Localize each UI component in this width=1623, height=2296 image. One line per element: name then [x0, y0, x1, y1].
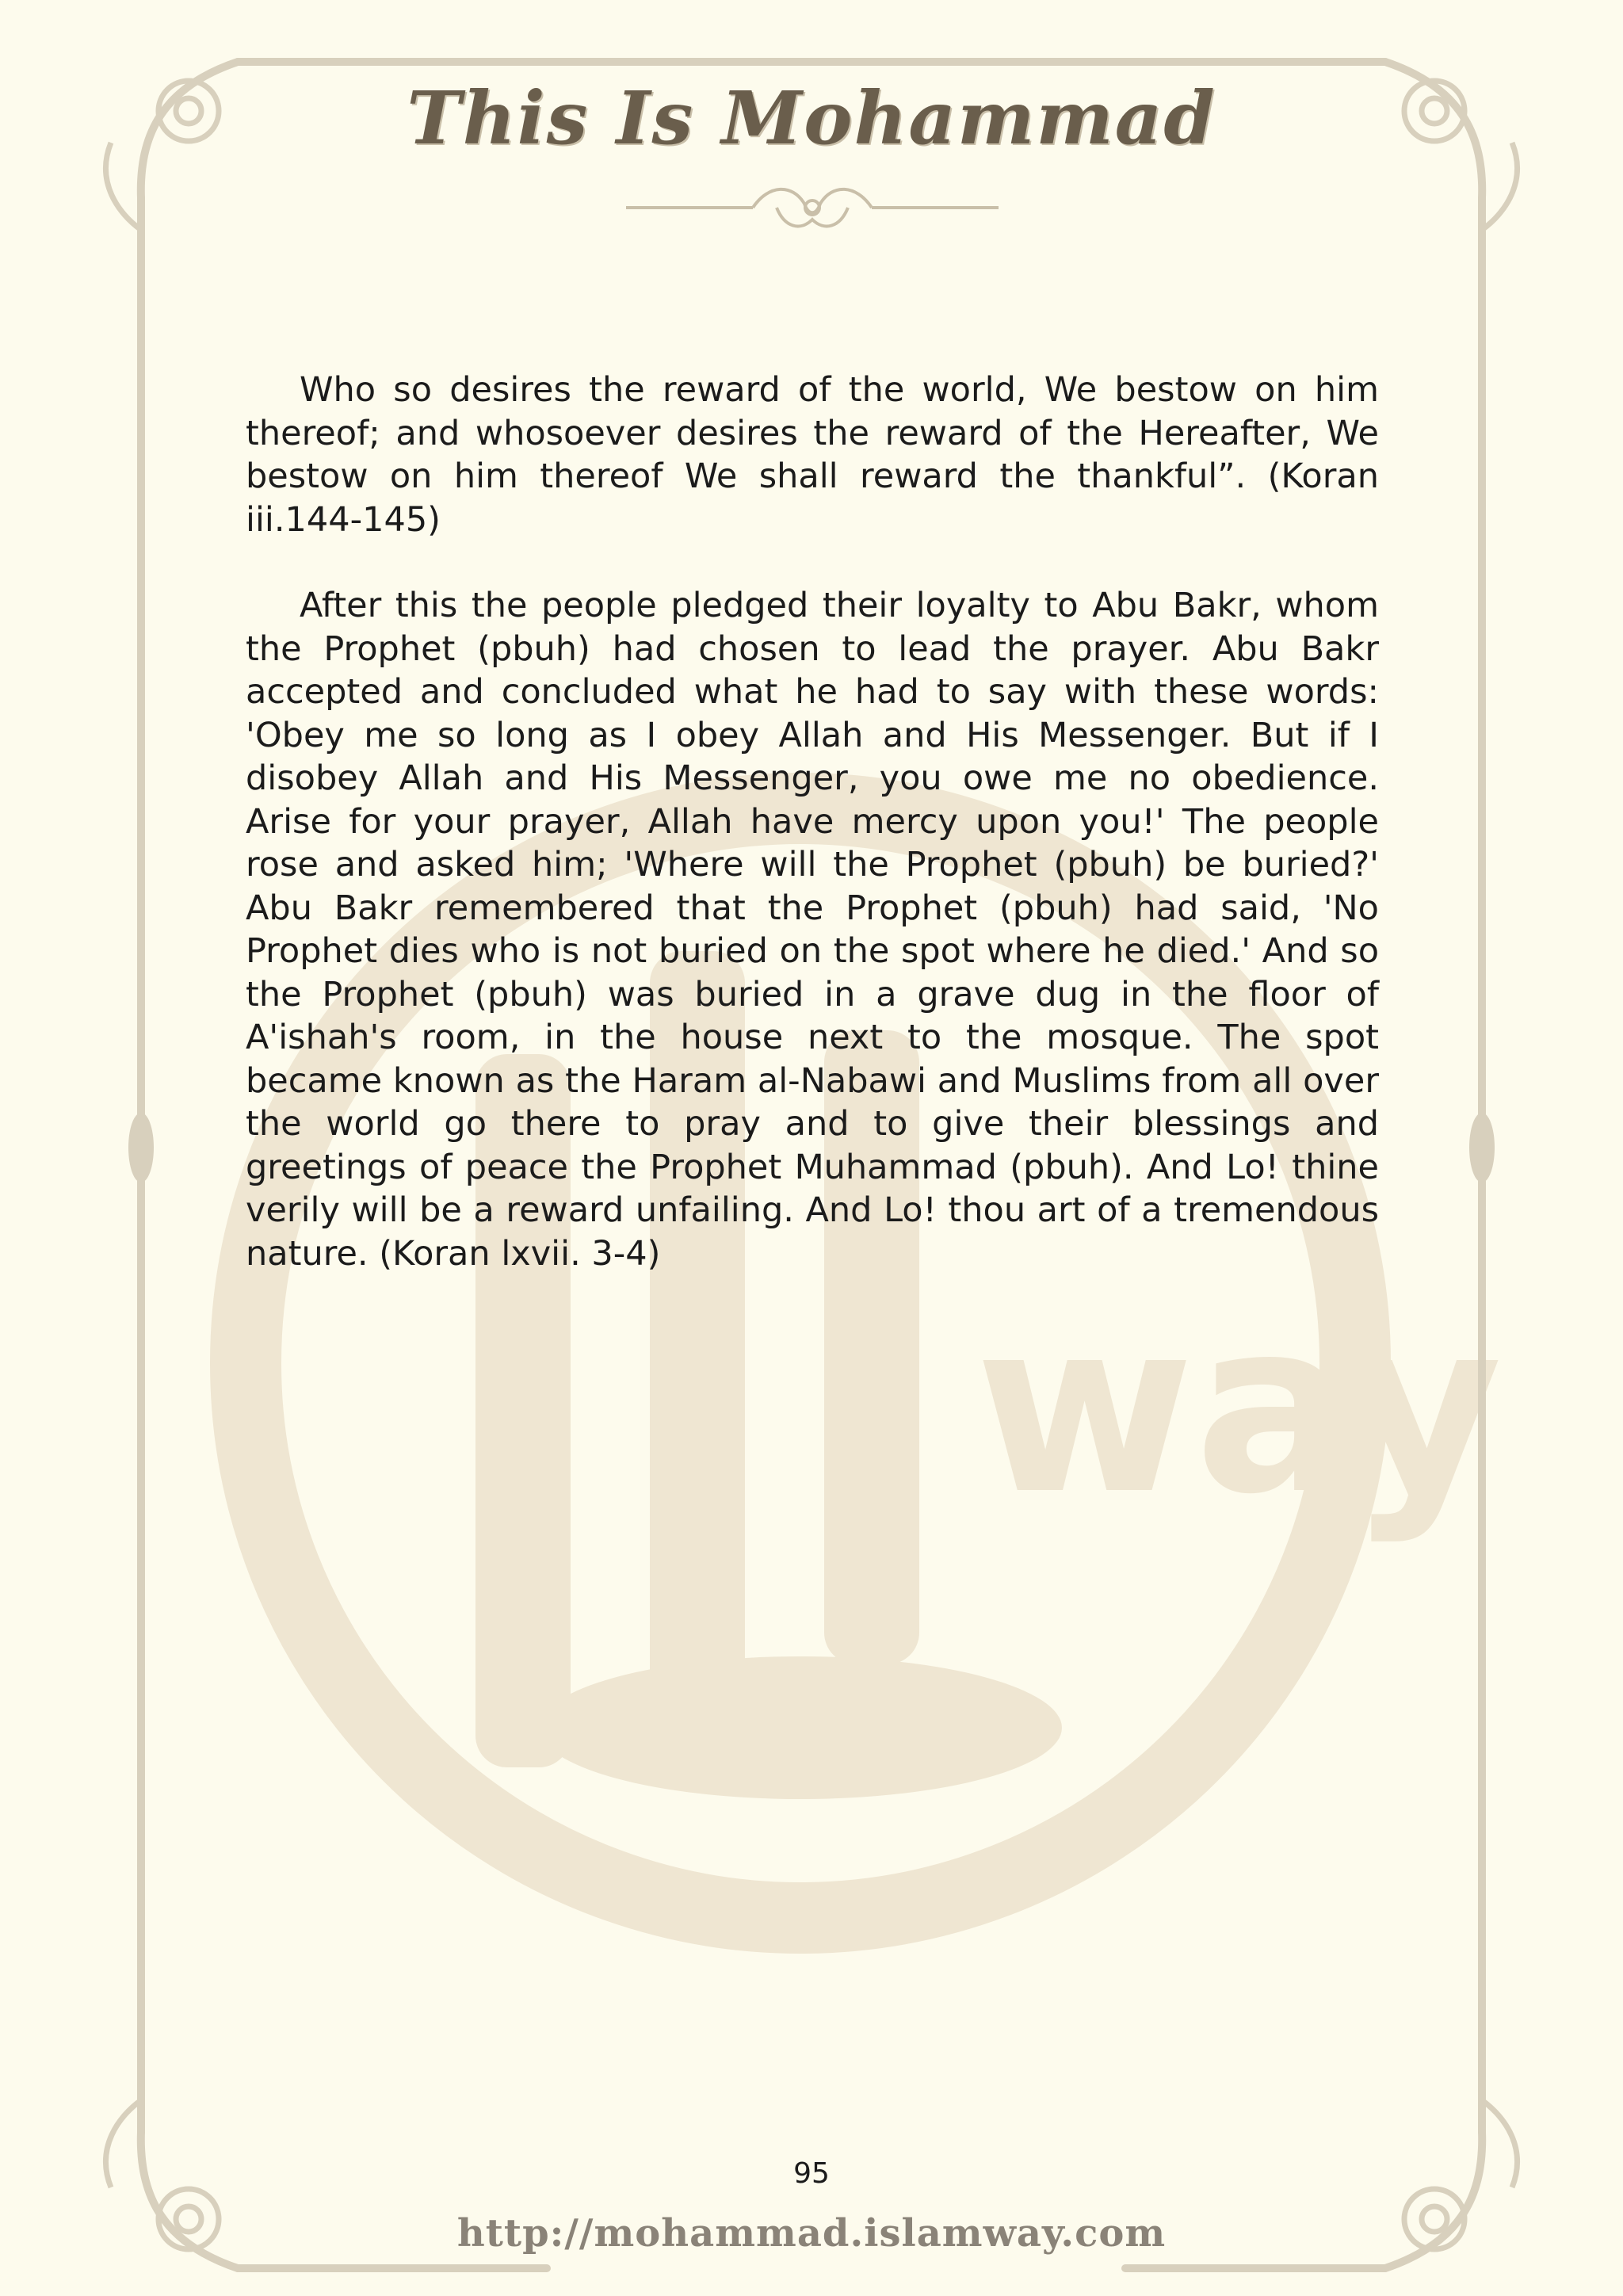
page-number: 95	[793, 2157, 830, 2190]
watermark-text: way	[975, 1270, 1503, 1546]
paragraph: Who so desires the reward of the world, We bestow on him thereof; and whosoever desires the reward of the Hereafter, We bestow on him thereof We shall reward the thankful”. (Koran iii.144-145)	[246, 370, 1379, 540]
paragraph: After this the people pledged their loyalty to Abu Bakr, whom the Prophet (pbuh) had chosen to lead the prayer. Abu Bakr accepted and concluded what he had to say with these words: 'Obey me so long as I obey Allah and His Messenger. But if I disobey Allah and His Messenger, you owe me no obedience. Arise for your prayer, Allah have mercy upon you!' The people rose and asked him; 'Where will the Prophet (pbuh) be buried?' Abu Bakr remembered that the Prophet (pbuh) had said, 'No Prophet dies who is not buried on the spot where he died.' And so the Prophet (pbuh) was buried in a grave dug in the floor of A'ishah's room, in the house next to the mosque. The spot became known as the Haram al-Nabawi and Muslims from all over the world go there to pray and to give their blessings and greetings of peace the Prophet Muhammad (pbuh). And Lo! thine verily will be a reward unfailing. And Lo! thou art of a tremendous nature. (Koran lxvii. 3-4)	[246, 586, 1379, 1274]
body-text	[246, 369, 1379, 1318]
title-ornament	[618, 176, 1006, 239]
footer-url: http://mohammad.islamway.com	[456, 2211, 1167, 2256]
page-title: This Is Mohammad	[407, 75, 1216, 161]
